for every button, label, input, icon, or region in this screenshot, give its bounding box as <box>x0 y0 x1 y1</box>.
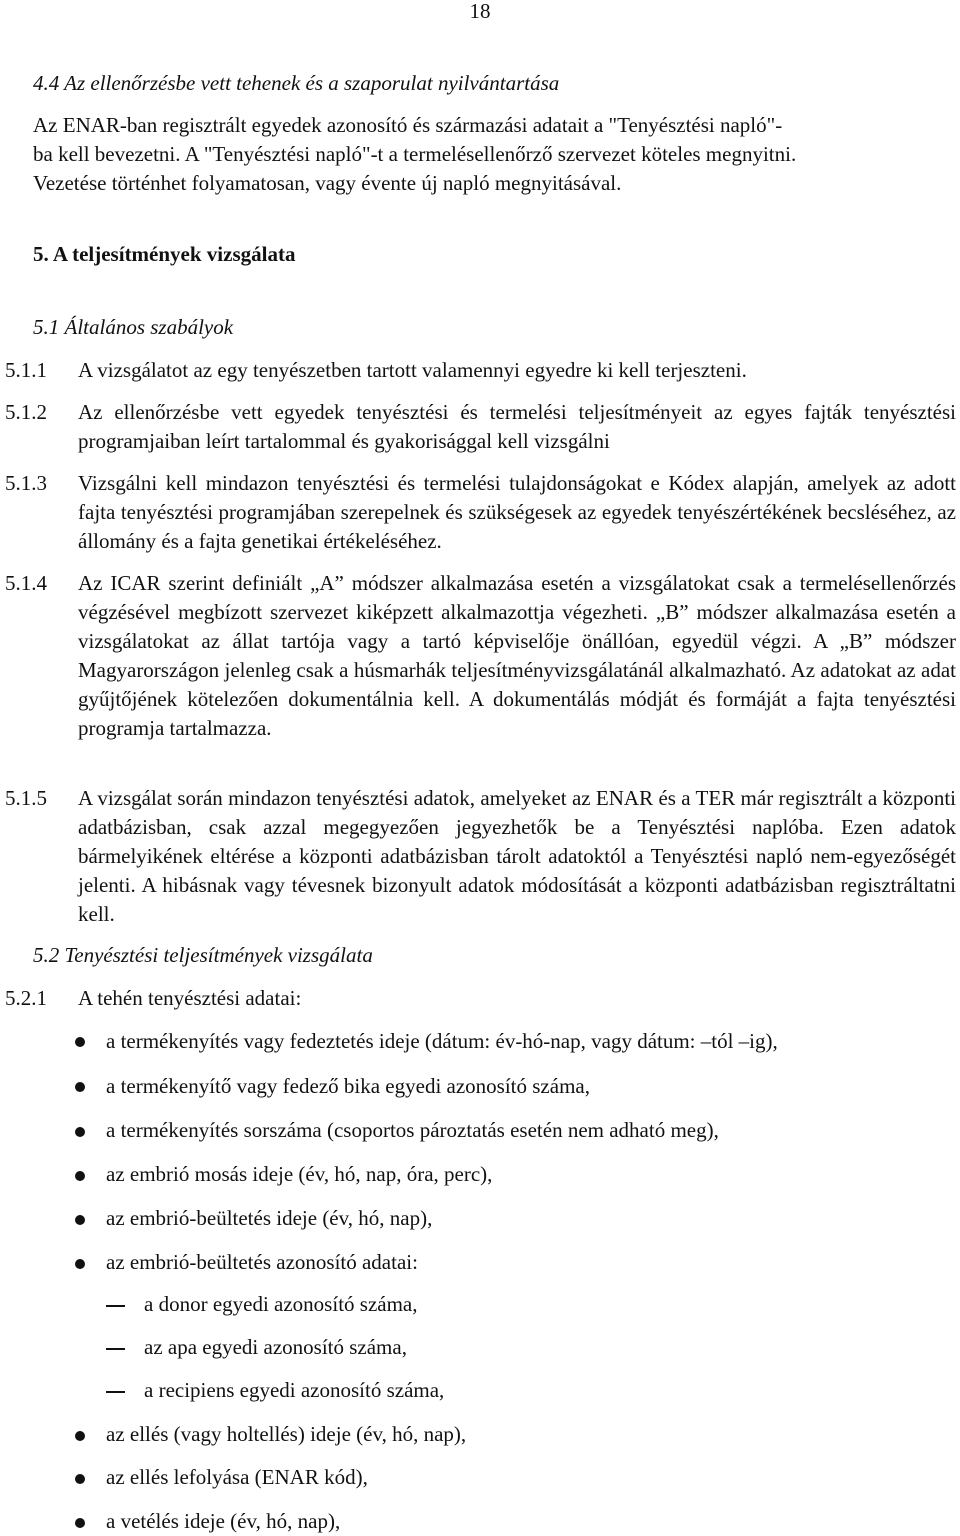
bullet-item-abortion-date: a vetélés ideje (év, hó, nap), <box>106 1509 341 1533</box>
bullet-marker <box>75 1431 85 1441</box>
bullet-marker <box>75 1037 85 1047</box>
section-4-4-line-1: Az ENAR-ban regisztrált egyedek azonosító és származási adatait a "Tenyésztési napló"- <box>33 113 783 137</box>
paragraph-text-5-1-1: A vizsgálatot az egy tenyészetben tartott valamennyi egyedre ki kell terjeszteni. <box>78 358 747 382</box>
bullet-item-calving-date: az ellés (vagy holtellés) ideje (év, hó, nap), <box>106 1422 467 1446</box>
bullet-marker <box>75 1518 85 1528</box>
bullet-marker <box>75 1215 85 1225</box>
bullet-marker <box>75 1127 85 1137</box>
section-5-heading: 5. A teljesítmények vizsgálata <box>33 242 296 266</box>
paragraph-number-5-1-1: 5.1.1 <box>5 358 47 382</box>
dash-item-donor-id: a donor egyedi azonosító száma, <box>144 1292 418 1316</box>
bullet-marker <box>75 1259 85 1269</box>
section-4-4-line-3: Vezetése történhet folyamatosan, vagy évente új napló megnyitásával. <box>33 171 622 195</box>
bullet-item-embryo-transfer-date: az embrió-beültetés ideje (év, hó, nap), <box>106 1206 433 1230</box>
paragraph-text-5-1-3: Vizsgálni kell mindazon tenyésztési és termelési tulajdonságokat e Kódex alapján, amelyek az adott fajta tenyésztési programjában szerepelnek és szükségesek az egyedek tenyészértékének becsléséhez, az állomány és a fajta genetikai értékeléséhez. <box>78 471 956 553</box>
dash-marker <box>106 1348 125 1350</box>
paragraph-text-5-1-5: A vizsgálat során mindazon tenyésztési adatok, amelyeket az ENAR és a TER már regisztrált a központi adatbázisban, csak azzal megegyezően jegyezhetők be a Tenyésztési naplóba. Ezen adatok bármelyikének eltérése a központi adatbázisban tárolt adatoktól a Tenyésztési napló nem-egyezőségét jelenti. A hibásnak vagy tévesnek bizonyult adatok módosítását a központi adatbázisban regisztráltatni kell. <box>78 786 956 926</box>
paragraph-number-5-1-4: 5.1.4 <box>5 571 47 595</box>
paragraph-number-5-1-5: 5.1.5 <box>5 786 47 810</box>
bullet-item-insemination-number: a termékenyítés sorszáma (csoportos pároztatás esetén nem adható meg), <box>106 1118 719 1142</box>
paragraph-number-5-2-1: 5.2.1 <box>5 986 47 1010</box>
bullet-marker <box>75 1474 85 1484</box>
page-number: 18 <box>469 0 491 23</box>
section-4-4-line-2: ba kell bevezetni. A "Tenyésztési napló"-t a termelésellenőrző szervezet köteles megnyitni. <box>33 142 797 166</box>
dash-item-recipient-id: a recipiens egyedi azonosító száma, <box>144 1378 445 1402</box>
bullet-item-bull-id: a termékenyítő vagy fedező bika egyedi azonosító száma, <box>106 1074 590 1098</box>
bullet-item-calving-course: az ellés lefolyása (ENAR kód), <box>106 1465 368 1489</box>
section-4-4-heading: 4.4 Az ellenőrzésbe vett tehenek és a szaporulat nyilvántartása <box>33 71 560 95</box>
bullet-item-embryo-flush-date: az embrió mosás ideje (év, hó, nap, óra, perc), <box>106 1162 493 1186</box>
paragraph-number-5-1-2: 5.1.2 <box>5 400 47 424</box>
paragraph-text-5-2-1: A tehén tenyésztési adatai: <box>78 986 302 1010</box>
bullet-marker <box>75 1082 85 1092</box>
section-5-2-heading: 5.2 Tenyésztési teljesítmények vizsgálata <box>33 943 373 967</box>
bullet-marker <box>75 1171 85 1181</box>
dash-marker <box>106 1305 125 1307</box>
paragraph-number-5-1-3: 5.1.3 <box>5 471 47 495</box>
paragraph-text-5-1-2: Az ellenőrzésbe vett egyedek tenyésztési és termelési teljesítményeit az egyes fajták tenyésztési programjaiban leírt tartalommal és gyakorisággal kell vizsgálni <box>78 400 956 453</box>
dash-item-sire-id: az apa egyedi azonosító száma, <box>144 1335 407 1359</box>
section-5-1-heading: 5.1 Általános szabályok <box>33 315 234 339</box>
bullet-item-insemination-date: a termékenyítés vagy fedeztetés ideje (dátum: év-hó-nap, vagy dátum: –tól –ig), <box>106 1029 778 1053</box>
dash-marker <box>106 1391 125 1393</box>
bullet-item-embryo-transfer-ids: az embrió-beültetés azonosító adatai: <box>106 1250 418 1274</box>
paragraph-text-5-1-4: Az ICAR szerint definiált „A” módszer alkalmazása esetén a vizsgálatokat csak a termelésellenőrzés végzésével megbízott szervezet kiképzett alkalmazottja végezheti. „B” módszer alkalmazása esetén a vizsgálatokat az állat tartója vagy a tartó képviselője önállóan, egyedül végzi. A „B” módszer Magyarországon jelenleg csak a húsmarhák teljesítményvizsgálatánál alkalmazható. Az adatokat az adat gyűjtőjének kötelezően dokumentálnia kell. A dokumentálás módját és formáját a fajta tenyésztési programja tartalmazza. <box>78 571 956 740</box>
